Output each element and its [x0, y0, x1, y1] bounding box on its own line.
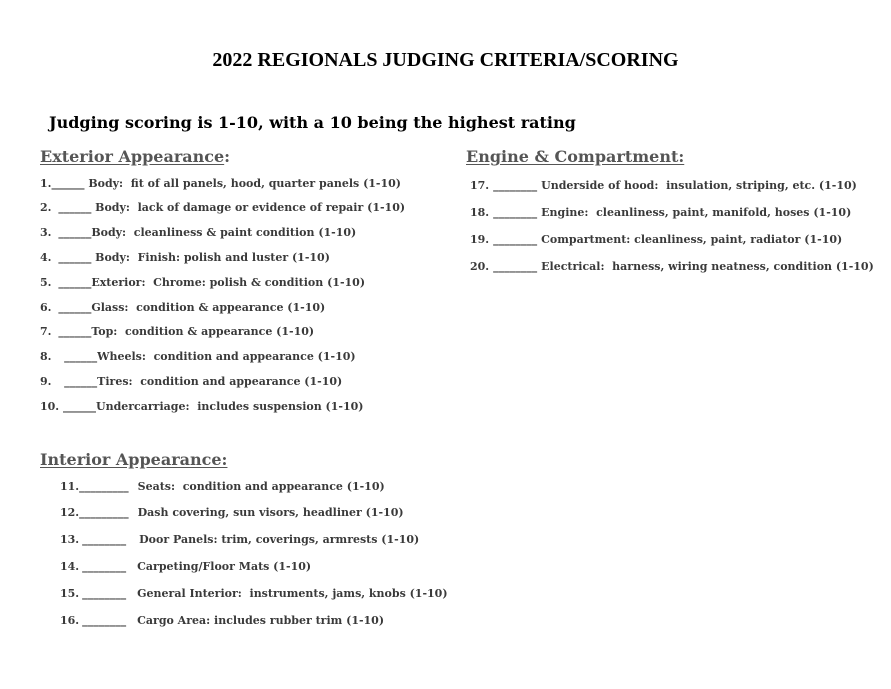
- item-text: Undercarriage: includes suspension (1-10): [95, 400, 364, 413]
- item-text: Engine: cleanliness, paint, manifold, hoses (1-10): [541, 206, 852, 219]
- criteria-item-17: [470, 179, 857, 192]
- item-number: 7.: [40, 325, 52, 338]
- score-blank[interactable]: ________: [493, 206, 538, 219]
- criteria-item-4: [40, 251, 330, 264]
- item-number: 1.: [40, 177, 52, 190]
- criteria-item-6: [40, 301, 325, 314]
- item-text: Door Panels: trim, coverings, armrests (1-10): [139, 533, 420, 546]
- item-text: Body: cleanliness & paint condition (1-10): [91, 226, 357, 239]
- criteria-item-11: [60, 480, 385, 493]
- item-number: 6.: [40, 301, 52, 314]
- score-blank[interactable]: ______: [56, 375, 98, 388]
- criteria-item-10: [40, 400, 364, 413]
- score-blank[interactable]: ______: [54, 276, 92, 289]
- item-number: 3.: [40, 226, 52, 239]
- score-blank[interactable]: _________: [79, 506, 129, 519]
- score-blank[interactable]: ________: [493, 260, 538, 273]
- item-number: 4.: [40, 251, 52, 264]
- item-text: Exterior: Chrome: polish & condition (1-10): [91, 276, 366, 289]
- criteria-item-9: [40, 375, 342, 388]
- exterior-heading: [40, 147, 230, 166]
- score-blank[interactable]: ______: [54, 226, 92, 239]
- score-blank[interactable]: ________: [82, 560, 127, 573]
- item-number: 16.: [60, 614, 80, 627]
- item-number: 14.: [60, 560, 80, 573]
- interior-heading: Interior Appearance:: [40, 450, 228, 469]
- score-blank[interactable]: ________: [82, 587, 127, 600]
- score-blank[interactable]: ______: [54, 301, 92, 314]
- page-title: 2022 REGIONALS JUDGING CRITERIA/SCORING: [212, 49, 679, 71]
- item-text: Cargo Area: includes rubber trim (1-10): [137, 614, 385, 627]
- exterior-heading-colon: :: [224, 147, 231, 166]
- score-blank[interactable]: _________: [79, 480, 129, 493]
- item-number: 2.: [40, 201, 52, 214]
- criteria-item-3: [40, 226, 356, 239]
- item-text: Body: fit of all panels, hood, quarter panels (1-10): [84, 177, 402, 190]
- score-blank[interactable]: ______: [59, 400, 96, 413]
- item-number: 10.: [40, 400, 60, 413]
- item-number: 12.: [60, 506, 80, 519]
- score-blank[interactable]: ______: [54, 251, 92, 264]
- criteria-item-8: [40, 350, 356, 363]
- item-number: 19.: [470, 233, 490, 246]
- score-blank[interactable]: ______: [54, 325, 92, 338]
- item-number: 15.: [60, 587, 80, 600]
- item-text: Compartment: cleanliness, paint, radiator (1-10): [541, 233, 843, 246]
- item-number: 18.: [470, 206, 490, 219]
- criteria-item-20: [470, 260, 874, 273]
- item-number: 13.: [60, 533, 80, 546]
- score-blank[interactable]: ________: [493, 233, 538, 246]
- item-text: Body: Finish: polish and luster (1-10): [91, 251, 330, 264]
- scoring-note: Judging scoring is 1-10, with a 10 being the highest rating: [49, 113, 576, 132]
- criteria-item-19: [470, 233, 842, 246]
- item-text: Carpeting/Floor Mats (1-10): [137, 560, 312, 573]
- criteria-item-12: [60, 506, 404, 519]
- item-text: Tires: condition and appearance (1-10): [97, 375, 343, 388]
- item-number: 5.: [40, 276, 52, 289]
- item-text: Glass: condition & appearance (1-10): [91, 301, 326, 314]
- score-blank[interactable]: ________: [82, 614, 127, 627]
- item-text: General Interior: instruments, jams, knobs (1-10): [137, 587, 448, 600]
- score-blank[interactable]: ______: [56, 350, 98, 363]
- criteria-item-15: [60, 587, 448, 600]
- item-number: 11.: [60, 480, 80, 493]
- item-text: Body: lack of damage or evidence of repair (1-10): [91, 201, 406, 214]
- criteria-item-1: [40, 177, 401, 190]
- criteria-item-14: [60, 560, 311, 573]
- criteria-item-5: [40, 276, 365, 289]
- item-text: Wheels: condition and appearance (1-10): [97, 350, 356, 363]
- score-blank[interactable]: ______: [54, 201, 92, 214]
- score-blank[interactable]: ________: [82, 533, 127, 546]
- item-number: 8.: [40, 350, 52, 363]
- item-text: Seats: condition and appearance (1-10): [137, 480, 385, 493]
- item-text: Electrical: harness, wiring neatness, condition (1-10): [541, 260, 874, 273]
- criteria-item-16: [60, 614, 384, 627]
- criteria-item-7: [40, 325, 314, 338]
- exterior-heading-text: Exterior Appearance: [40, 147, 225, 166]
- item-text: Top: condition & appearance (1-10): [91, 325, 315, 338]
- item-text: Underside of hood: insulation, striping, etc. (1-10): [541, 179, 857, 192]
- score-blank[interactable]: ______: [51, 177, 85, 190]
- item-number: 17.: [470, 179, 490, 192]
- criteria-item-13: [60, 533, 419, 546]
- item-number: 20.: [470, 260, 490, 273]
- item-number: 9.: [40, 375, 52, 388]
- engine-heading: Engine & Compartment:: [466, 147, 685, 166]
- score-blank[interactable]: ________: [493, 179, 538, 192]
- criteria-item-2: [40, 201, 405, 214]
- criteria-item-18: [470, 206, 851, 219]
- item-text: Dash covering, sun visors, headliner (1-10): [137, 506, 404, 519]
